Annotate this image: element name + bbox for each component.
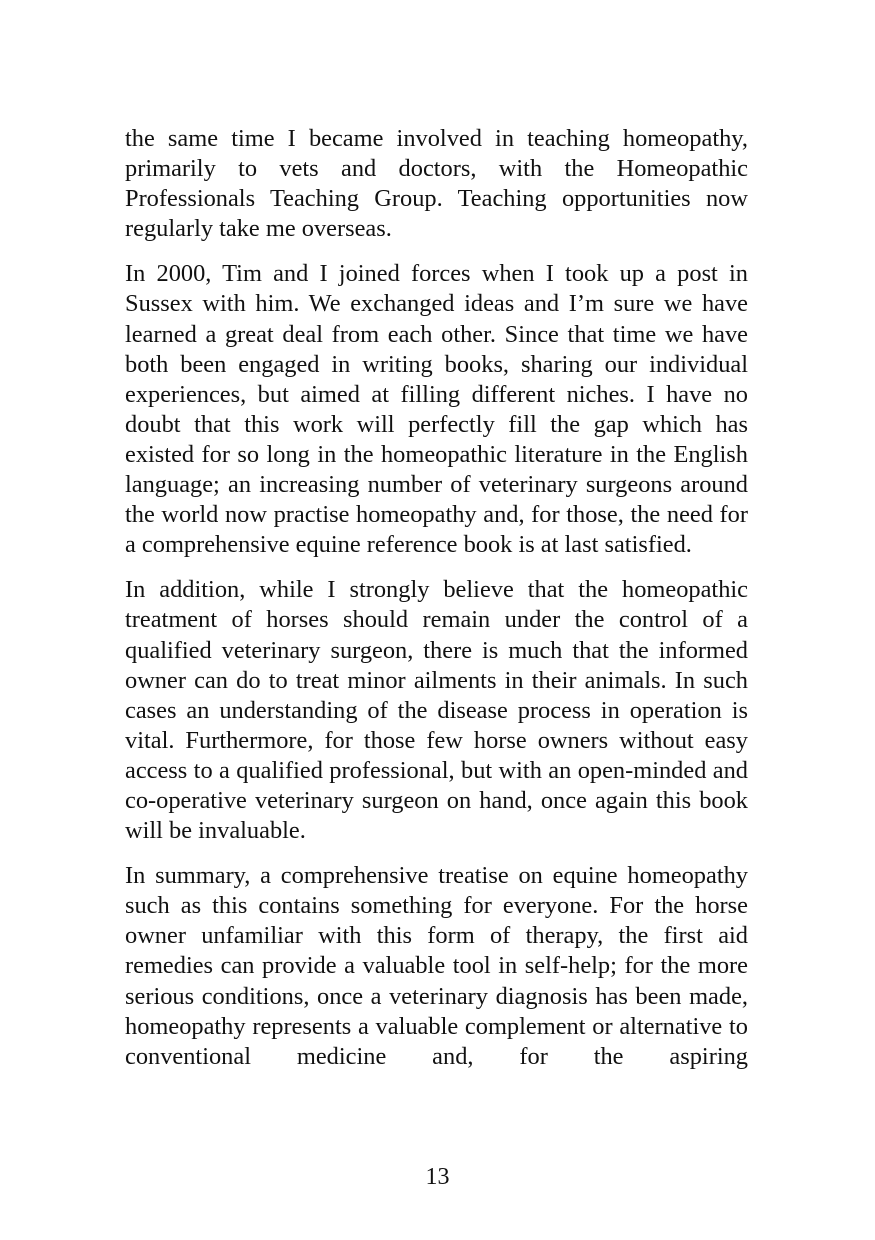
page-body bbox=[125, 124, 748, 1072]
paragraph-teaching: the same time I became involved in teaching homeopathy, primarily to vets and doctors, with the Homeopathic Professionals Teaching Group. Teaching opportunities now regularly take me overseas. bbox=[125, 125, 748, 243]
paragraph-in-summary: In summary, a comprehensive treatise on equine homeopathy such as this contains something for everyone. For the horse owner unfamiliar with this form of therapy, the first aid remedies can provide a valuable tool in self-help; for the more serious conditions, once a veterinary diagnosis has been made, homeopathy represents a valuable complement or alternative to conventional medicine and, for the aspiring bbox=[125, 862, 748, 1070]
paragraph-in-addition: In addition, while I strongly believe that the homeopathic treatment of horses should remain under the control of a qualified veterinary surgeon, there is much that the informed owner can do to treat minor ailments in their animals. In such cases an understanding of the disease process in operation is vital. Furthermore, for those few horse owners without easy access to a qualified professional, but with an open-minded and co-operative veterinary surgeon on hand, once again this book will be invaluable. bbox=[125, 576, 748, 845]
paragraph-joined-forces: In 2000, Tim and I joined forces when I took up a post in Sussex with him. We exchanged ideas and I’m sure we have learned a great deal from each other. Since that time we have both been engaged in writing books, sharing our individual experiences, but aimed at filling different niches. I have no doubt that this work will perfectly fill the gap which has existed for so long in the homeopathic literature in the English language; an increasing number of veterinary surgeons around the world now practise homeopathy and, for those, the need for a comprehensive equine reference book is at last satisfied. bbox=[125, 260, 748, 559]
page-number: 13 bbox=[425, 1164, 450, 1190]
